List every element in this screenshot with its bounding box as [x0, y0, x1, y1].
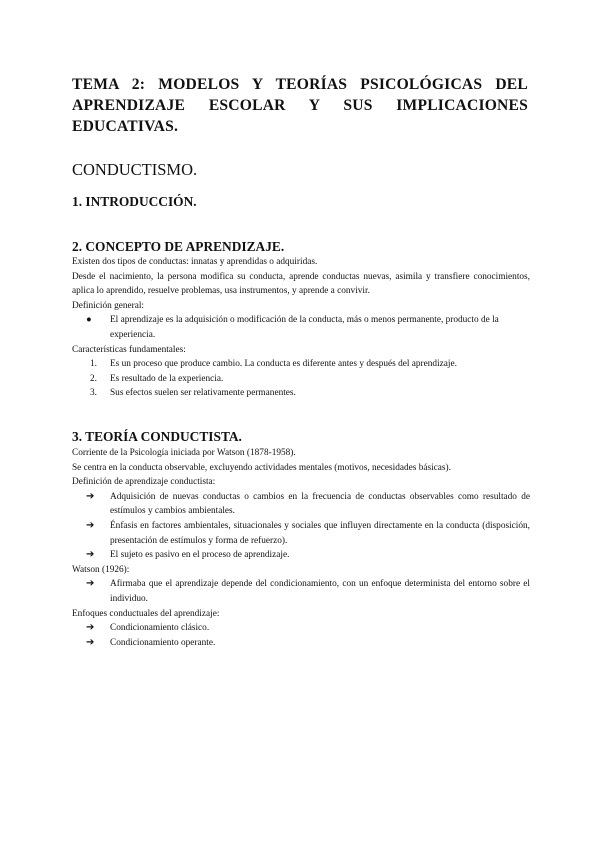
- list-number: 1.: [90, 359, 97, 370]
- arrow-right-icon: ➔: [86, 622, 95, 634]
- concepto-body: [72, 255, 530, 401]
- list-item: [72, 636, 530, 651]
- watson-list: [72, 577, 530, 606]
- list-item-text: El aprendizaje es la adquisición o modificación de la conducta, más o menos permanente, producto de la experiencia.: [110, 315, 499, 340]
- list-item-text: Adquisición de nuevas conductas o cambios en la frecuencia de conductas observables como resultado de estímulos y cambios ambientales.: [110, 491, 530, 517]
- caracteristicas-list: [72, 357, 530, 401]
- teoria-paragraph-2: Se centra en la conducta observable, excluyendo actividades mentales (motivos, necesidades básicas).: [72, 462, 451, 473]
- teoria-paragraph-1: Corriente de la Psicología iniciada por Watson (1878-1958).: [72, 448, 296, 458]
- heading-teoria: 3. TEORÍA CONDUCTISTA.: [72, 429, 242, 444]
- list-item: [72, 577, 530, 606]
- list-item: [72, 621, 530, 636]
- watson-label: Watson (1926):: [72, 564, 130, 575]
- enfoques-list: [72, 621, 530, 650]
- definicion-conductista-label: Definición de aprendizaje conductista:: [72, 477, 216, 488]
- list-item-text: Afirmaba que el aprendizaje depende del condicionamiento, con un enfoque determinista del entorno sobre el individuo.: [110, 579, 530, 604]
- list-item-text: Es un proceso que produce cambio. La conducta es diferente antes y después del aprendizaje.: [110, 359, 457, 370]
- list-item: [72, 357, 530, 372]
- list-item: [72, 490, 530, 519]
- document-title: TEMA 2: MODELOS Y TEORÍAS PSICOLÓGICAS DEL APRENDIZAJE ESCOLAR Y SUS IMPLICACIONES EDUCATIVAS.: [72, 76, 528, 135]
- arrow-right-icon: ➔: [86, 636, 95, 648]
- heading-introduccion: 1. INTRODUCCIÓN.: [72, 194, 197, 209]
- list-number: 3.: [90, 388, 97, 399]
- list-item: [72, 386, 530, 401]
- definicion-general-label: Definición general:: [72, 300, 145, 311]
- arrow-right-icon: ➔: [86, 578, 95, 590]
- list-number: 2.: [90, 373, 97, 384]
- list-item-text: Condicionamiento clásico.: [110, 623, 210, 634]
- list-item-text: Condicionamiento operante.: [110, 637, 216, 648]
- list-item: [72, 313, 530, 342]
- definicion-conductista-list: [72, 490, 530, 563]
- list-item: [72, 372, 530, 387]
- list-item-text: Es resultado de la experiencia.: [110, 373, 224, 384]
- list-item-text: Sus efectos suelen ser relativamente permanentes.: [110, 388, 296, 399]
- heading-concepto: 2. CONCEPTO DE APRENDIZAJE.: [72, 239, 285, 254]
- list-item-text: El sujeto es pasivo en el proceso de aprendizaje.: [110, 550, 290, 561]
- enfoques-label: Enfoques conductuales del aprendizaje:: [72, 608, 220, 619]
- arrow-right-icon: ➔: [86, 549, 95, 561]
- list-item: [72, 548, 530, 563]
- section-title: CONDUCTISMO.: [72, 160, 198, 179]
- teoria-body: [72, 446, 530, 650]
- list-item-text: Énfasis en factores ambientales, situacionales y sociales que influyen directamente en la conducta (disposición, presentación de estímulos y forma de refuerzo).: [110, 520, 530, 546]
- definicion-general-list: [72, 313, 530, 342]
- arrow-right-icon: ➔: [86, 519, 95, 531]
- concepto-paragraph-2: Desde el nacimiento, la persona modifica su conducta, aprende conductas nuevas, asimila y transfiere conocimientos, aplica lo aprendido, resuelve problemas, usa instrumentos, y aprende a convivir.: [72, 271, 530, 297]
- list-item: [72, 519, 530, 548]
- caracteristicas-label: Características fundamentales:: [72, 344, 186, 355]
- arrow-right-icon: ➔: [86, 490, 95, 502]
- concepto-paragraph-1: Existen dos tipos de conductas: innatas y aprendidas o adquiridas.: [72, 257, 318, 267]
- bullet-icon: ●: [86, 315, 92, 326]
